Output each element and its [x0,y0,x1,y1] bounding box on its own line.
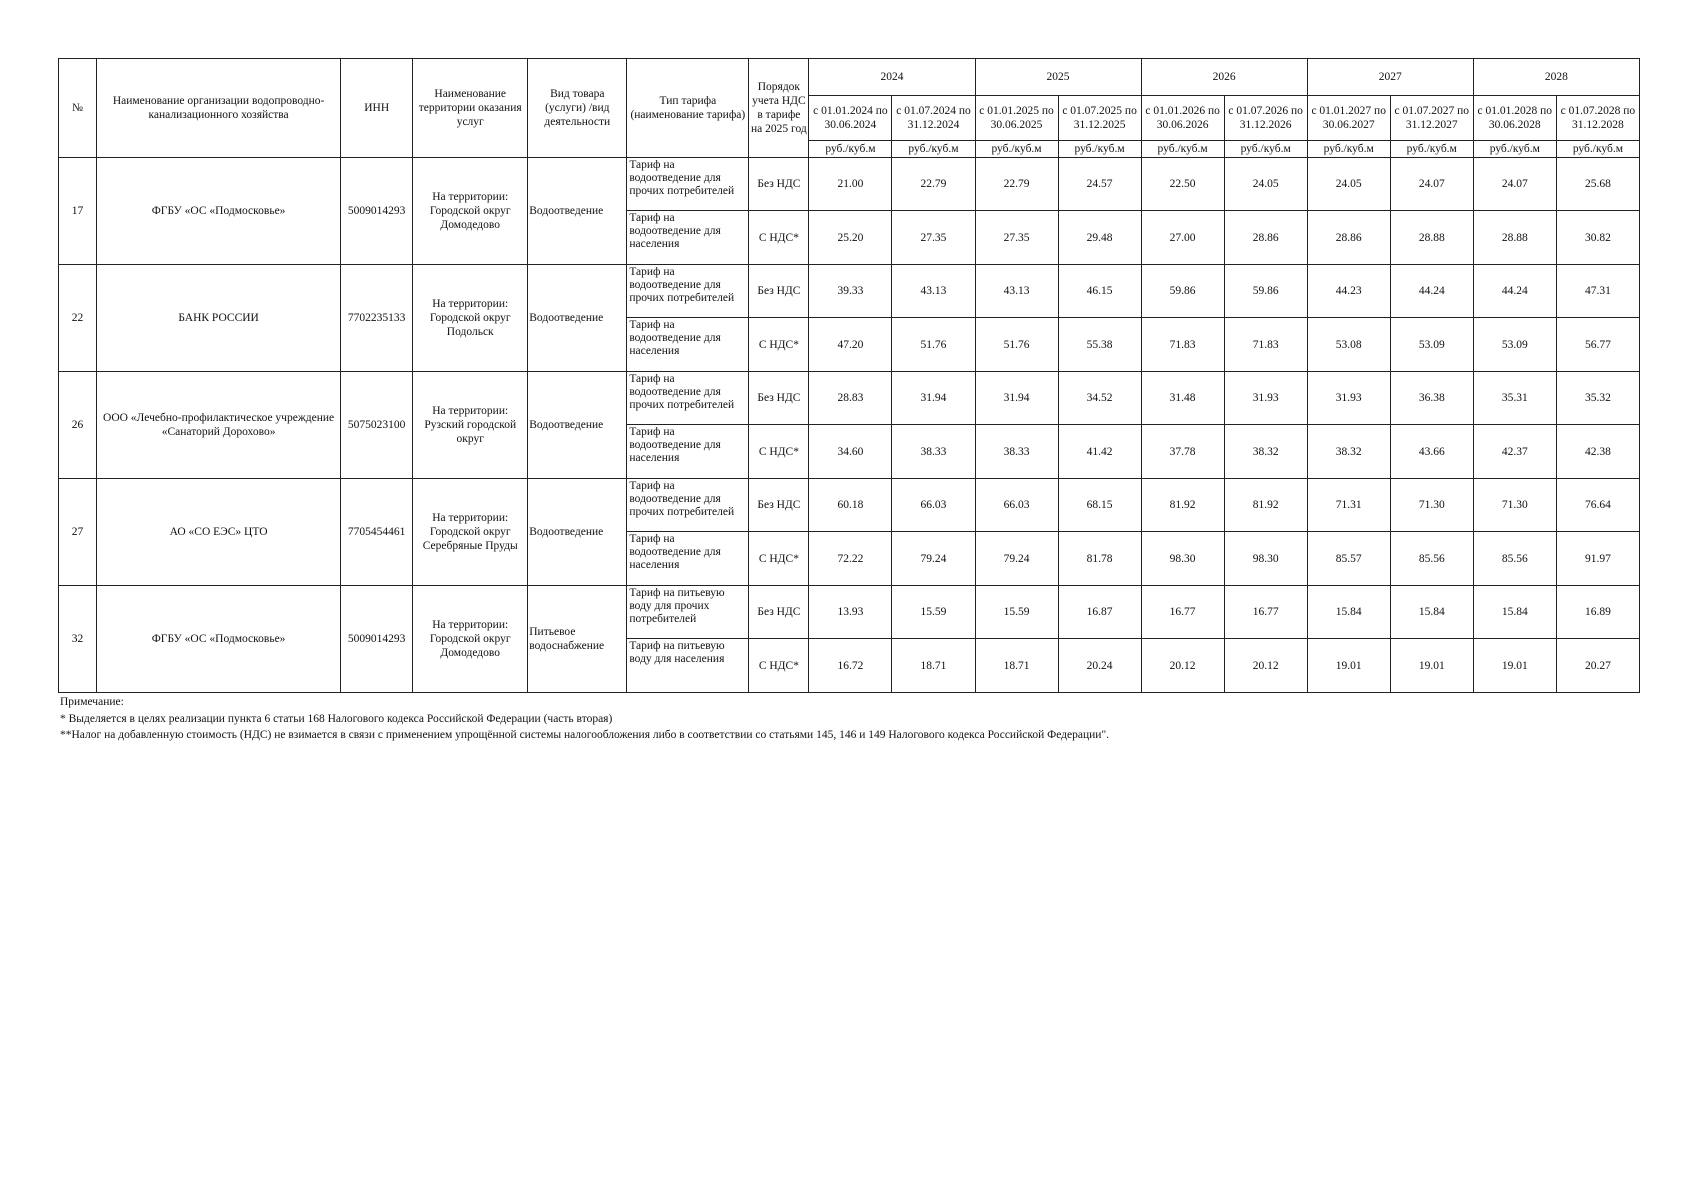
tariff-value-cell: 24.05 [1307,158,1390,211]
tariff-value-cell: 46.15 [1058,265,1141,318]
header-period: с 01.01.2026 по 30.06.2026 [1141,96,1224,141]
inn-cell: 5009014293 [341,586,413,693]
tariff-value-cell: 81.92 [1224,479,1307,532]
header-period: с 01.01.2025 по 30.06.2025 [975,96,1058,141]
tariff-value-cell: 18.71 [975,639,1058,693]
tariff-value-cell: 53.09 [1473,318,1556,372]
tariff-value-cell: 31.94 [892,372,975,425]
service-cell: Водоотведение [528,158,627,265]
tariff-type-cell: Тариф на водоотведение для населения [627,532,749,586]
tariff-value-cell: 15.84 [1473,586,1556,639]
tariff-value-cell: 34.52 [1058,372,1141,425]
tariff-table [58,58,1640,693]
vat-cell: Без НДС [749,372,809,425]
header-inn: ИНН [341,59,413,158]
tariff-value-cell: 79.24 [892,532,975,586]
header-period: с 01.07.2025 по 31.12.2025 [1058,96,1141,141]
tariff-value-cell: 21.00 [809,158,892,211]
tariff-type-cell: Тариф на водоотведение для населения [627,318,749,372]
tariff-value-cell: 38.33 [975,425,1058,479]
tariff-value-cell: 24.57 [1058,158,1141,211]
inn-cell: 7705454461 [341,479,413,586]
tariff-value-cell: 20.27 [1556,639,1639,693]
tariff-value-cell: 20.12 [1141,639,1224,693]
org-name: АО «СО ЕЭС» ЦТО [97,479,341,586]
tariff-value-cell: 35.32 [1556,372,1639,425]
tariff-type-cell: Тариф на водоотведение для населения [627,425,749,479]
tariff-value-cell: 25.68 [1556,158,1639,211]
vat-cell: Без НДС [749,158,809,211]
tariff-value-cell: 35.31 [1473,372,1556,425]
tariff-type-cell: Тариф на водоотведение для прочих потребителей [627,479,749,532]
tariff-value-cell: 37.78 [1141,425,1224,479]
tariff-value-cell: 71.83 [1141,318,1224,372]
tariff-value-cell: 76.64 [1556,479,1639,532]
inn-cell: 5075023100 [341,372,413,479]
tariff-value-cell: 47.20 [809,318,892,372]
table-row [59,586,1640,639]
tariff-value-cell: 25.20 [809,211,892,265]
tariff-value-cell: 15.84 [1307,586,1390,639]
territory-cell: На территории: Городской округ Домодедово [413,158,528,265]
vat-cell: Без НДС [749,479,809,532]
tariff-value-cell: 16.87 [1058,586,1141,639]
tariff-value-cell: 15.84 [1390,586,1473,639]
tariff-value-cell: 38.32 [1307,425,1390,479]
tariff-value-cell: 91.97 [1556,532,1639,586]
header-unit: руб./куб.м [809,141,892,158]
tariff-value-cell: 85.57 [1307,532,1390,586]
table-row [59,479,1640,532]
header-num: № [59,59,97,158]
tariff-value-cell: 27.35 [892,211,975,265]
tariff-value-cell: 28.83 [809,372,892,425]
tariff-value-cell: 53.09 [1390,318,1473,372]
table-row [59,158,1640,211]
header-year: 2028 [1473,59,1639,96]
tariff-value-cell: 59.86 [1224,265,1307,318]
tariff-value-cell: 20.24 [1058,639,1141,693]
tariff-type-cell: Тариф на водоотведение для прочих потребителей [627,372,749,425]
inn-cell: 7702235133 [341,265,413,372]
tariff-value-cell: 24.07 [1473,158,1556,211]
header-unit: руб./куб.м [1556,141,1639,158]
vat-cell: С НДС* [749,211,809,265]
header-period: с 01.07.2028 по 31.12.2028 [1556,96,1639,141]
service-cell: Питьевое водоснабжение [528,586,627,693]
header-tariff-type: Тип тарифа (наименование тарифа) [627,59,749,158]
tariff-value-cell: 16.72 [809,639,892,693]
tariff-type-cell: Тариф на водоотведение для прочих потребителей [627,265,749,318]
tariff-value-cell: 51.76 [975,318,1058,372]
header-period: с 01.07.2026 по 31.12.2026 [1224,96,1307,141]
note-2: **Налог на добавленную стоимость (НДС) не взимается в связи с применением упрощённой системы налогообложения либо в соответствии со статьями 145, 146 и 149 Налогового кодекса Российской Федерации". [60,729,1110,741]
row-number: 26 [59,372,97,479]
tariff-value-cell: 71.31 [1307,479,1390,532]
tariff-value-cell: 13.93 [809,586,892,639]
tariff-value-cell: 68.15 [1058,479,1141,532]
table-row [59,372,1640,425]
tariff-value-cell: 47.31 [1556,265,1639,318]
header-unit: руб./куб.м [1224,141,1307,158]
tariff-type-cell: Тариф на питьевую воду для населения [627,639,749,693]
header-unit: руб./куб.м [1141,141,1224,158]
tariff-type-cell: Тариф на питьевую воду для прочих потребителей [627,586,749,639]
tariff-value-cell: 60.18 [809,479,892,532]
tariff-value-cell: 81.78 [1058,532,1141,586]
header-territory: Наименование территории оказания услуг [413,59,528,158]
tariff-value-cell: 16.77 [1224,586,1307,639]
territory-cell: На территории: Городской округ Подольск [413,265,528,372]
tariff-value-cell: 81.92 [1141,479,1224,532]
header-period: с 01.07.2024 по 31.12.2024 [892,96,975,141]
tariff-value-cell: 31.93 [1224,372,1307,425]
tariff-value-cell: 43.13 [975,265,1058,318]
tariff-value-cell: 27.35 [975,211,1058,265]
header-period: с 01.01.2024 по 30.06.2024 [809,96,892,141]
tariff-value-cell: 98.30 [1224,532,1307,586]
tariff-value-cell: 28.86 [1224,211,1307,265]
tariff-value-cell: 31.93 [1307,372,1390,425]
tariff-value-cell: 31.48 [1141,372,1224,425]
tariff-value-cell: 28.88 [1473,211,1556,265]
tariff-value-cell: 29.48 [1058,211,1141,265]
tariff-value-cell: 22.79 [892,158,975,211]
tariff-value-cell: 27.00 [1141,211,1224,265]
tariff-value-cell: 79.24 [975,532,1058,586]
tariff-value-cell: 44.24 [1473,265,1556,318]
tariff-value-cell: 38.32 [1224,425,1307,479]
org-name: ФГБУ «ОС «Подмосковье» [97,158,341,265]
header-period: с 01.01.2027 по 30.06.2027 [1307,96,1390,141]
header-org: Наименование организации водопроводно-канализационного хозяйства [97,59,341,158]
note-1: * Выделяется в целях реализации пункта 6 статьи 168 Налогового кодекса Российской Федерации (часть вторая) [60,712,613,725]
tariff-value-cell: 66.03 [975,479,1058,532]
header-vat: Порядок учета НДС в тарифе на 2025 год [749,59,809,158]
tariff-value-cell: 71.30 [1390,479,1473,532]
tariff-type-cell: Тариф на водоотведение для прочих потребителей [627,158,749,211]
row-number: 17 [59,158,97,265]
service-cell: Водоотведение [528,479,627,586]
tariff-value-cell: 71.30 [1473,479,1556,532]
notes-title: Примечание: [60,696,124,708]
tariff-value-cell: 28.86 [1307,211,1390,265]
header-service: Вид товара (услуги) /вид деятельности [528,59,627,158]
tariff-value-cell: 15.59 [975,586,1058,639]
tariff-value-cell: 85.56 [1390,532,1473,586]
tariff-value-cell: 71.83 [1224,318,1307,372]
tariff-value-cell: 28.88 [1390,211,1473,265]
tariff-value-cell: 38.33 [892,425,975,479]
tariff-value-cell: 16.77 [1141,586,1224,639]
tariff-value-cell: 44.24 [1390,265,1473,318]
tariff-value-cell: 41.42 [1058,425,1141,479]
tariff-value-cell: 19.01 [1307,639,1390,693]
tariff-value-cell: 36.38 [1390,372,1473,425]
tariff-value-cell: 59.86 [1141,265,1224,318]
tariff-value-cell: 85.56 [1473,532,1556,586]
org-name: ООО «Лечебно-профилактическое учреждение «Санаторий Дорохово» [97,372,341,479]
tariff-value-cell: 42.38 [1556,425,1639,479]
service-cell: Водоотведение [528,372,627,479]
tariff-value-cell: 34.60 [809,425,892,479]
tariff-value-cell: 56.77 [1556,318,1639,372]
header-year: 2024 [809,59,975,96]
tariff-type-cell: Тариф на водоотведение для населения [627,211,749,265]
territory-cell: На территории: Городской округ Домодедово [413,586,528,693]
tariff-value-cell: 39.33 [809,265,892,318]
header-unit: руб./куб.м [975,141,1058,158]
tariff-value-cell: 30.82 [1556,211,1639,265]
tariff-value-cell: 42.37 [1473,425,1556,479]
tariff-value-cell: 55.38 [1058,318,1141,372]
row-number: 27 [59,479,97,586]
tariff-value-cell: 43.13 [892,265,975,318]
table-body [59,158,1640,693]
tariff-value-cell: 66.03 [892,479,975,532]
vat-cell: С НДС* [749,425,809,479]
inn-cell: 5009014293 [341,158,413,265]
tariff-value-cell: 24.05 [1224,158,1307,211]
vat-cell: Без НДС [749,265,809,318]
header-unit: руб./куб.м [892,141,975,158]
header-unit: руб./куб.м [1307,141,1390,158]
row-number: 22 [59,265,97,372]
tariff-value-cell: 98.30 [1141,532,1224,586]
header-unit: руб./куб.м [1473,141,1556,158]
table-row [59,265,1640,318]
tariff-value-cell: 43.66 [1390,425,1473,479]
vat-cell: С НДС* [749,532,809,586]
territory-cell: На территории: Городской округ Серебряные Пруды [413,479,528,586]
tariff-value-cell: 19.01 [1390,639,1473,693]
tariff-value-cell: 22.79 [975,158,1058,211]
header-unit: руб./куб.м [1058,141,1141,158]
vat-cell: С НДС* [749,639,809,693]
tariff-value-cell: 20.12 [1224,639,1307,693]
header-year: 2025 [975,59,1141,96]
tariff-value-cell: 72.22 [809,532,892,586]
header-period: с 01.07.2027 по 31.12.2027 [1390,96,1473,141]
tariff-value-cell: 22.50 [1141,158,1224,211]
notes-block [60,694,1640,744]
tariff-value-cell: 16.89 [1556,586,1639,639]
org-name: ФГБУ «ОС «Подмосковье» [97,586,341,693]
tariff-value-cell: 31.94 [975,372,1058,425]
tariff-value-cell: 51.76 [892,318,975,372]
header-period: с 01.01.2028 по 30.06.2028 [1473,96,1556,141]
row-number: 32 [59,586,97,693]
tariff-value-cell: 53.08 [1307,318,1390,372]
tariff-value-cell: 44.23 [1307,265,1390,318]
header-row-years [59,59,1640,96]
tariff-value-cell: 15.59 [892,586,975,639]
tariff-value-cell: 19.01 [1473,639,1556,693]
tariff-value-cell: 24.07 [1390,158,1473,211]
territory-cell: На территории: Рузский городской округ [413,372,528,479]
header-unit: руб./куб.м [1390,141,1473,158]
service-cell: Водоотведение [528,265,627,372]
tariff-value-cell: 18.71 [892,639,975,693]
org-name: БАНК РОССИИ [97,265,341,372]
header-year: 2027 [1307,59,1473,96]
vat-cell: Без НДС [749,586,809,639]
vat-cell: С НДС* [749,318,809,372]
header-year: 2026 [1141,59,1307,96]
